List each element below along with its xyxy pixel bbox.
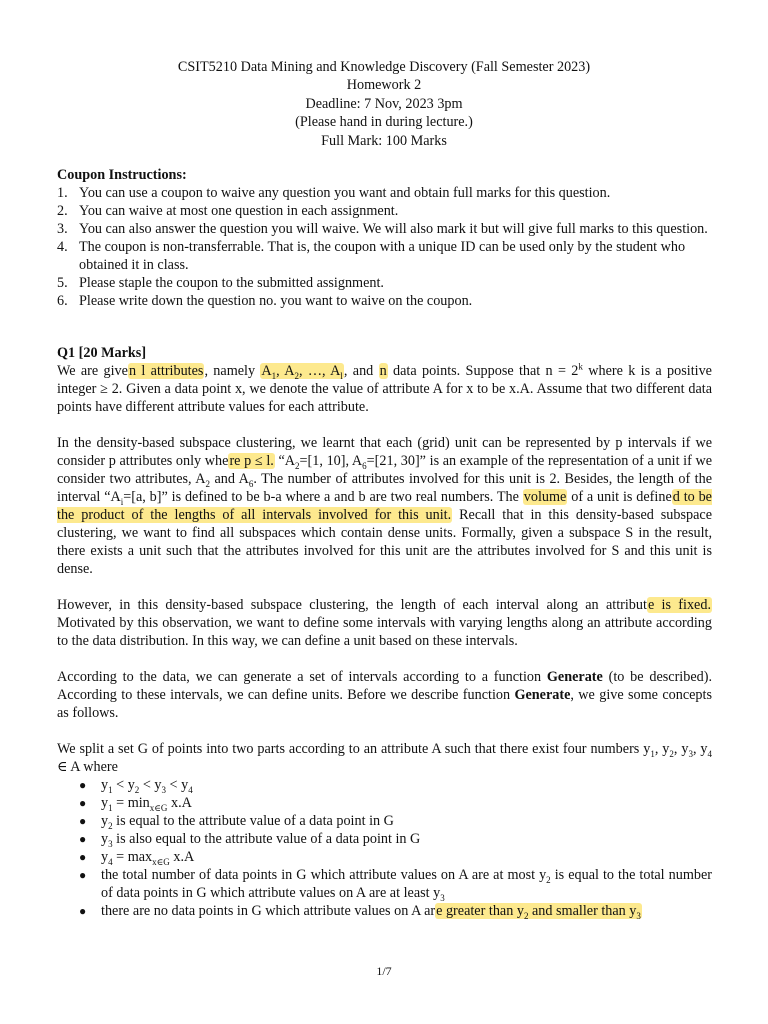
highlight: re p ≤ l.: [229, 453, 274, 469]
list-item: 4. The coupon is non-transferrable. That is, the coupon with a unique ID can be used only by the student who obtained it in class.: [57, 239, 686, 273]
list-item: ● $y_2$ is equal to the attribute value of a data point in G: [79, 813, 394, 831]
list-item: 5. Please staple the coupon to the submitted assignment.: [57, 275, 384, 291]
page-number: 1/7: [376, 964, 392, 978]
condition-list: [57, 776, 712, 920]
bullet-icon: ●: [79, 778, 87, 792]
bullet-icon: ●: [79, 832, 87, 846]
list-item: ● $y_4 = \max_{x\in G} x.A$: [79, 849, 195, 867]
list-item: ● $y_1 = \min_{x\in G} x.A$: [79, 795, 192, 813]
hand-in-note: (Please hand in during lecture.): [295, 114, 473, 131]
coupon-section: [57, 166, 712, 310]
bullet-icon: ●: [79, 850, 87, 864]
homework-title: Homework 2: [346, 77, 422, 94]
q1-paragraph-4: According to the data, we can generate a set of intervals according to a function Generate (to be described). According to these intervals, we can define units. Before we describe function Generate, we give some concepts as follows.: [57, 669, 712, 721]
highlight: e greater than $y_2$ and smaller than $y_3$: [436, 903, 641, 921]
q1-heading: Q1 [20 Marks]: [57, 345, 147, 361]
coupon-list: [57, 184, 712, 310]
list-item: ● there are no data points in G which attribute values on A are greater than $y_2$ and smaller than $y_3$: [79, 903, 641, 921]
highlight: n l attributes: [128, 363, 204, 379]
highlight: $A_1$, $A_2$, …, $A_l$: [261, 363, 343, 381]
bullet-icon: ●: [79, 814, 87, 828]
q1-paragraph-3: However, in this density-based subspace clustering, the length of each interval along an attribute is fixed. Motivated by this observation, we want to define some intervals with varying lengths along an attribute according to the data distribution. In this way, we can define a unit based on these intervals.: [57, 597, 712, 649]
q1-heading-block: [57, 344, 712, 362]
highlight: d to be the product of the lengths of all intervals involved for this unit.: [57, 489, 712, 523]
deadline: Deadline: 7 Nov, 2023 3pm: [305, 95, 463, 112]
highlight: n: [379, 363, 387, 379]
coupon-heading: Coupon Instructions:: [57, 167, 187, 183]
list-item: ● the total number of data points in G which attribute values on A are at most $y_2$ is equal to the total number of data points in G which attribute values on A are at least $y_3$: [79, 867, 712, 903]
highlight: e is fixed.: [647, 597, 711, 613]
full-mark: Full Mark: 100 Marks: [321, 132, 447, 149]
list-item: 6. Please write down the question no. you want to waive on the coupon.: [57, 293, 473, 309]
bullet-icon: ●: [79, 868, 87, 882]
bullet-icon: ●: [79, 904, 87, 918]
highlight: volume: [523, 489, 567, 505]
bullet-icon: ●: [79, 796, 87, 810]
list-item: 1. You can use a coupon to waive any question you want and obtain full marks for this question.: [57, 185, 611, 201]
document-header: [0, 58, 768, 150]
list-item: ● $y_1 < y_2 < y_3 < y_4$: [79, 777, 193, 795]
list-item: 3. You can also answer the question you will waive. We will also mark it but will give full marks to this question.: [57, 221, 708, 237]
course-title: CSIT5210 Data Mining and Knowledge Discovery (Fall Semester 2023): [177, 59, 591, 75]
list-item: 2. You can waive at most one question in each assignment.: [57, 203, 399, 219]
q1-paragraph-5: We split a set G of points into two parts according to an attribute A such that there exist four numbers $y_1$, $y_2$, $y_3$, $y_4$ ∈ A where: [57, 741, 713, 775]
list-item: ● $y_3$ is also equal to the attribute value of a data point in G: [79, 831, 421, 849]
q1-paragraph-1: We are given l attributes, namely $A_1$, $A_2$, …, $A_l$, and n data points. Suppose that $n = 2^k$ where k is a positive integer ≥ 2. Given a data point x, we denote the value of attribute A for x to be x.A. Assume that two different data points have different attribute values for each attribute.: [57, 361, 712, 415]
q1-paragraph-2: In the density-based subspace clustering, we learnt that each (grid) unit can be represented by p intervals if we consider p attributes only where p ≤ l. “$A_2=[1$, 10], $A_6=[21$, 30]” is an example of the representation of a unit if we consider two attributes, $A_2$ and $A_6$. The number of attributes involved for this unit is 2. Besides, the length of the interval “$A_i=[a$, b]” is defined to be b-a where a and b are two real numbers. The volume of a unit is defined to be the product of the lengths of all intervals involved for this unit. Recall that in this density-based subspace clustering, we want to find all subspaces which contain dense units. Formally, given a subspace S in the result, there exists a unit such that the attributes involved for this unit are the attributes involved for S and this unit is dense.: [57, 435, 713, 577]
